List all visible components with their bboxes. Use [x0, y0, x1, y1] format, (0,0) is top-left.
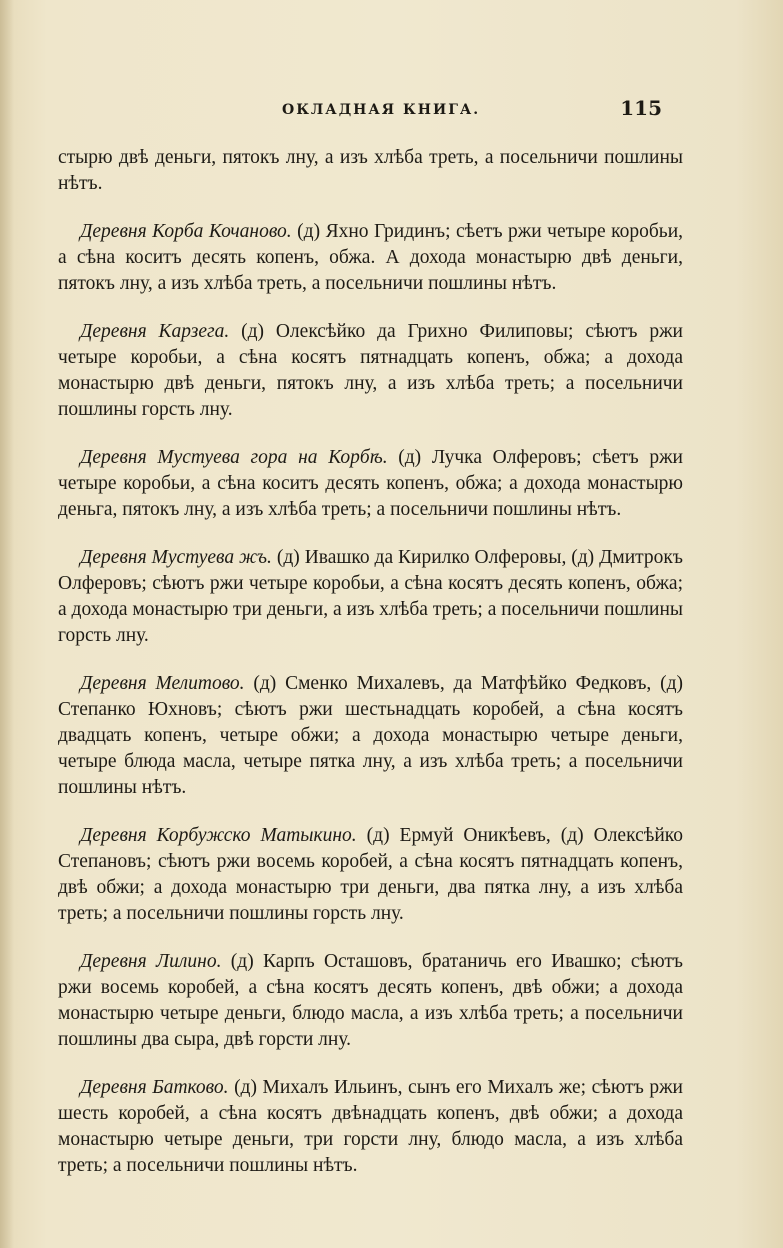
- page-number: 115: [620, 96, 662, 120]
- paragraph-text: (д) Михалъ Ильинъ, сынъ его Михалъ же; сѣютъ ржи шесть коробей, а сѣна косятъ двѣнадцать копенъ, двѣ обжи; а дохода монастырю четыре деньги, три горсти лну, блюдо масла, а изъ хлѣба треть; а посельничи пошлины нѣтъ.: [58, 1077, 683, 1176]
- village-title: Деревня Мелитово.: [80, 673, 245, 694]
- village-title: Деревня Мустуева гора на Корбѣ.: [80, 447, 388, 468]
- paragraph-text: (д) Яхно Гридинъ; сѣетъ ржи четыре коробьи, а сѣна коситъ десять копенъ, обжа. А дохода монастырю двѣ деньги, пятокъ лну, а изъ хлѣба треть, а посельничи пошлины нѣтъ.: [58, 221, 683, 294]
- page-header: [272, 96, 672, 126]
- paragraph-text: (д) Ивашко да Кирилко Олферовы, (д) Дмитрокъ Олферовъ; сѣютъ ржи четыре коробьи, а сѣна косятъ десять копенъ, обжа; а дохода монастырю три деньги, а изъ хлѣба треть; а посельничи пошлины горсть лну.: [58, 547, 683, 646]
- village-entry: [58, 445, 683, 523]
- village-entry: [58, 949, 683, 1053]
- paragraph-text: (д) Олексѣйко да Грихно Филиповы; сѣютъ ржи четыре коробьи, а сѣна косятъ пятнадцать копенъ, обжа; а дохода монастырю двѣ деньги, пятокъ лну, а изъ хлѣба треть; а посельничи пошлины горсть лну.: [58, 321, 683, 420]
- paragraph-text: (д) Сменко Михалевъ, да Матфѣйко Федковъ, (д) Степанко Юхновъ; сѣютъ ржи шестьнадцать коробей, а сѣна косятъ двадцать копенъ, четыре обжи; а дохода монастырю четыре деньги, четыре блюда масла, четыре пятка лну, а изъ хлѣба треть; а посельничи пошлины нѣтъ.: [58, 673, 683, 798]
- continuation-paragraph: [58, 145, 683, 197]
- running-title: ОКЛАДНАЯ КНИГА.: [282, 102, 481, 118]
- paragraph-text: стырю двѣ деньги, пятокъ лну, а изъ хлѣба треть, а посельничи пошлины нѣтъ.: [58, 147, 683, 194]
- village-entry: [58, 823, 683, 927]
- village-entry: [58, 319, 683, 423]
- village-title: Деревня Корбужско Матыкино.: [80, 825, 357, 846]
- paragraph-text: (д) Карпъ Осташовъ, братаничь его Ивашко; сѣютъ ржи восемь коробей, а сѣна косятъ десять копенъ, двѣ обжи; а дохода монастырю четыре деньги, блюдо масла, а изъ хлѣба треть; а посельничи пошлины два сыра, двѣ горсти лну.: [58, 951, 683, 1050]
- paragraph-text: (д) Лучка Олферовъ; сѣетъ ржи четыре коробьи, а сѣна коситъ десять копенъ, обжа; а дохода монастырю деньга, пятокъ лну, а изъ хлѣба треть; а посельничи пошлины нѣтъ.: [58, 447, 683, 520]
- village-title: Деревня Мустуева жъ.: [80, 547, 272, 568]
- village-title: Деревня Лилино.: [80, 951, 222, 972]
- village-title: Деревня Корба Кочаново.: [80, 221, 292, 242]
- village-entry: [58, 1075, 683, 1179]
- page-gutter-shadow: [0, 0, 14, 1248]
- paragraph-text: (д) Ермуй Оникѣевъ, (д) Олексѣйко Степановъ; сѣютъ ржи восемь коробей, а сѣна косятъ пятнадцать копенъ, двѣ обжи; а дохода монастырю три деньги, два пятка лну, а изъ хлѣба треть; а посельничи пошлины горсть лну.: [58, 825, 683, 924]
- village-title: Деревня Карзега.: [80, 321, 230, 342]
- village-entry: [58, 545, 683, 649]
- village-entry: [58, 219, 683, 297]
- village-title: Деревня Батково.: [80, 1077, 229, 1098]
- village-entry: [58, 671, 683, 801]
- page-text-body: [58, 145, 683, 1201]
